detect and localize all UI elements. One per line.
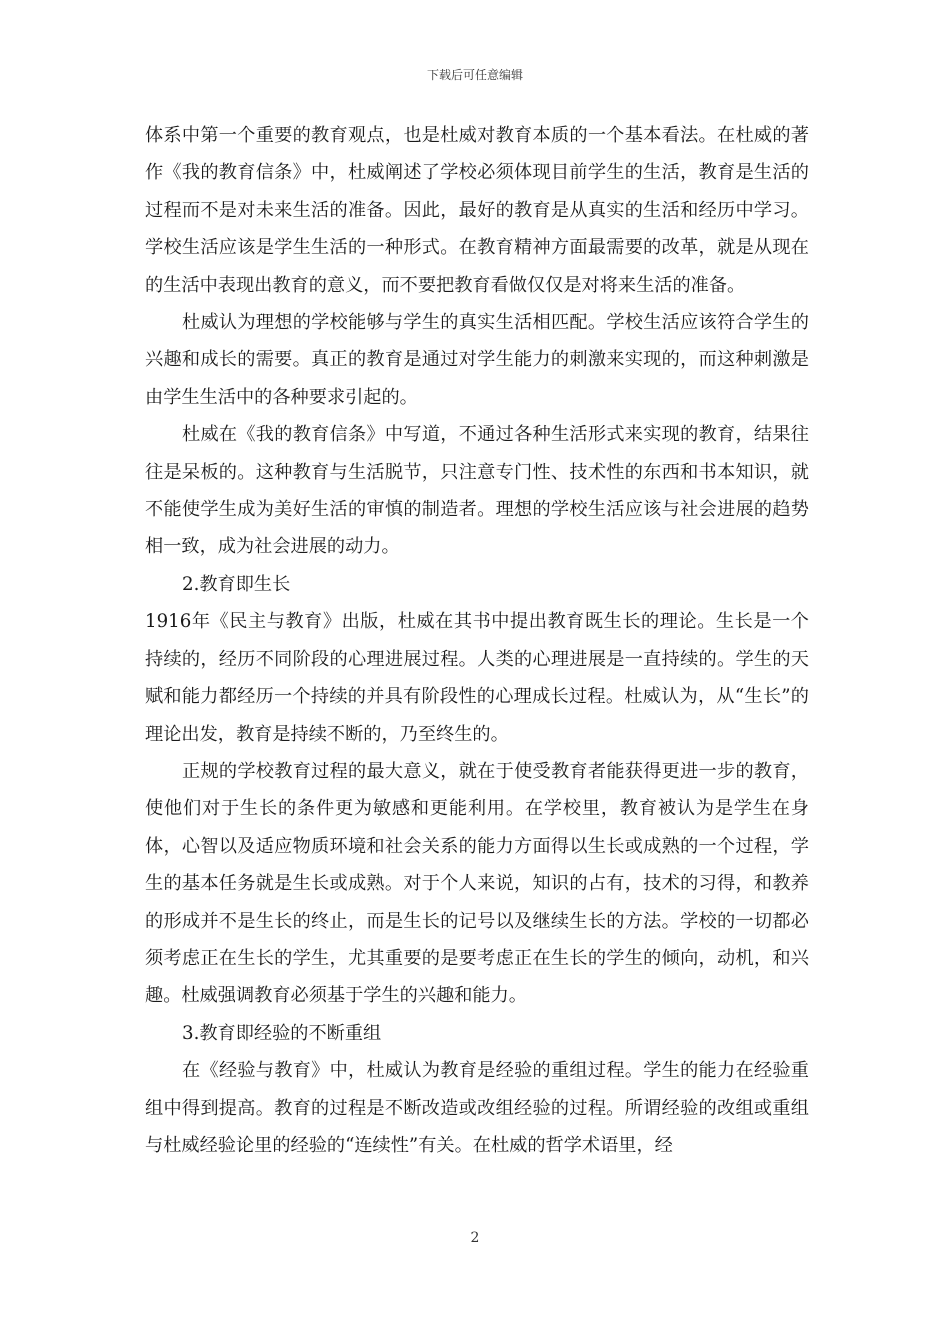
section-heading-3: 3.教育即经验的不断重组 (182, 1022, 382, 1044)
paragraph-1: 体系中第一个重要的教育观点，也是杜威对教育本质的一个基本看法。在杜威的著作《我的教育信条》中，杜威阐述了学校必须体现目前学生的生活，教育是生活的过程而不是对未来生活的准备。因此，最好的教育是从真实的生活和经历中学习。学校生活应该是学生生活的一种形式。在教育精神方面最需要的改革，就是从现在的生活中表现出教育的意义，而不要把教育看做仅仅是对将来生活的准备。 (145, 125, 809, 296)
page-header: 下载后可任意编辑 (426, 68, 523, 82)
document-body (145, 117, 809, 1164)
page-number: 2 (470, 1230, 480, 1246)
paragraph-6: 在《经验与教育》中，杜威认为教育是经验的重组过程。学生的能力在经验重组中得到提高。教育的过程是不断改造或改组经验的过程。所谓经验的改组或重组与杜威经验论里的经验的“连续性”有关。在杜威的哲学术语里，经 (145, 1060, 809, 1156)
section-heading-2: 2.教育即生长 (182, 573, 291, 595)
paragraph-2: 杜威认为理想的学校能够与学生的真实生活相匹配。学校生活应该符合学生的兴趣和成长的需要。真正的教育是通过对学生能力的刺激来实现的，而这种刺激是由学生生活中的各种要求引起的。 (145, 312, 809, 408)
paragraph-5: 正规的学校教育过程的最大意义，就在于使受教育者能获得更进一步的教育，使他们对于生长的条件更为敏感和更能利用。在学校里，教育被认为是学生在身体，心智以及适应物质环境和社会关系的能力方面得以生长或成熟的一个过程，学生的基本任务就是生长或成熟。对于个人来说，知识的占有，技术的习得，和教养的形成并不是生长的终止，而是生长的记号以及继续生长的方法。学校的一切都必须考虑正在生长的学生，尤其重要的是要考虑正在生长的学生的倾向，动机，和兴趣。杜威强调教育必须基于学生的兴趣和能力。 (145, 760, 809, 1007)
paragraph-3: 杜威在《我的教育信条》中写道，不通过各种生活形式来实现的教育，结果往往是呆板的。这种教育与生活脱节，只注意专门性、技术性的东西和书本知识，就不能使学生成为美好生活的审慎的制造者。理想的学校生活应该与社会进展的趋势相一致，成为社会进展的动力。 (145, 424, 809, 558)
paragraph-4: 1916年《民主与教育》出版，杜威在其书中提出教育既生长的理论。生长是一个持续的，经历不同阶段的心理进展过程。人类的心理进展是一直持续的。学生的天赋和能力都经历一个持续的并具有阶段性的心理成长过程。杜威认为，从“生长”的理论出发，教育是持续不断的，乃至终生的。 (145, 611, 809, 745)
